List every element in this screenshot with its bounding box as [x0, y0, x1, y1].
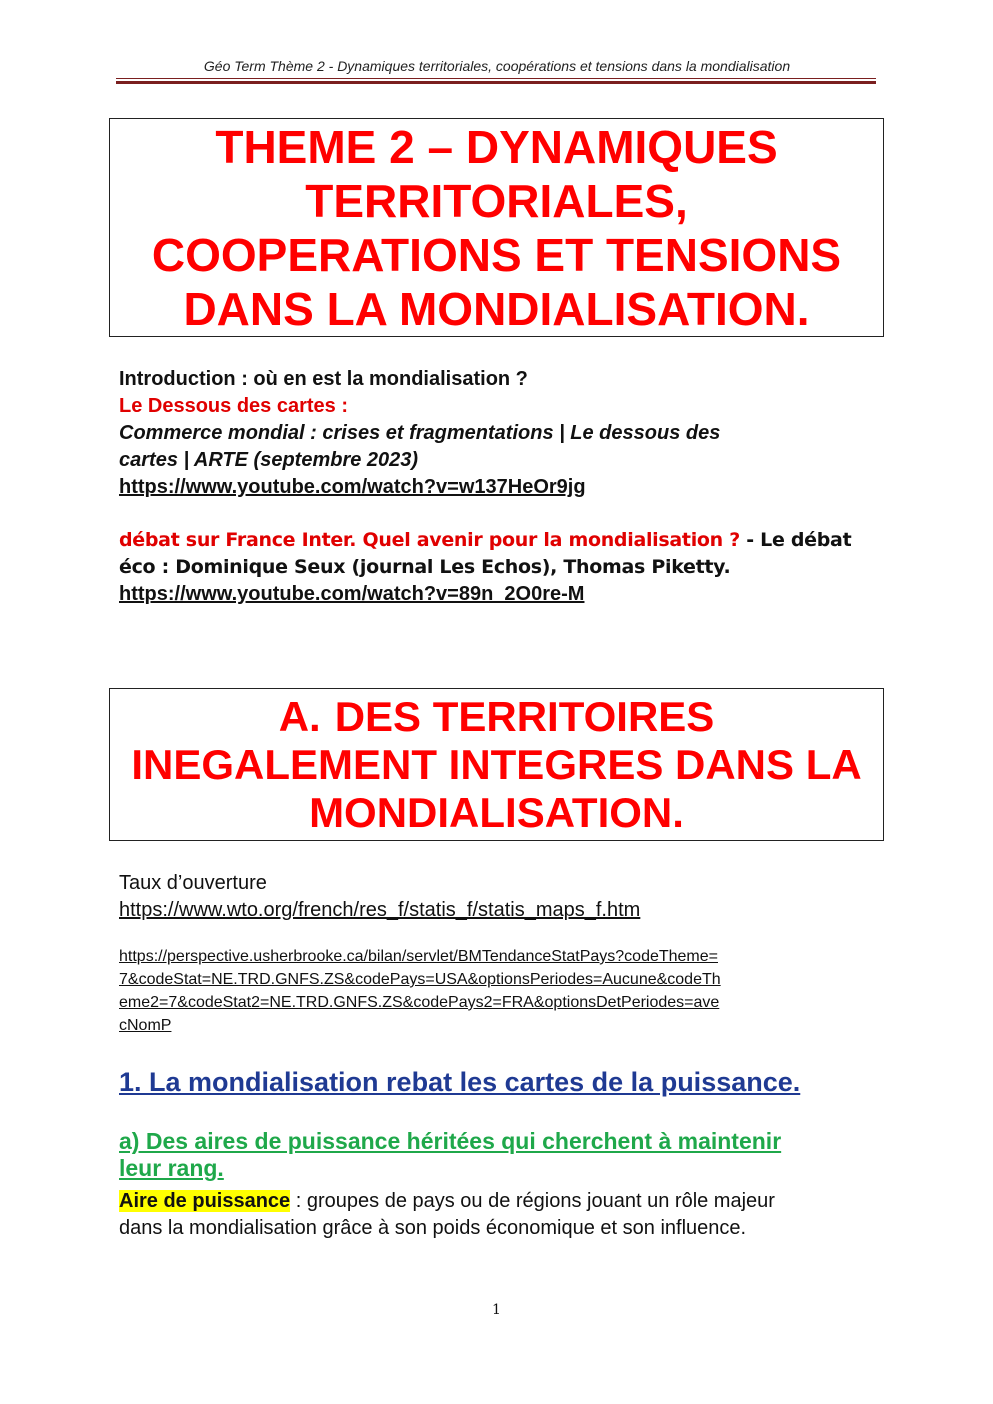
definition-text-2: dans la mondialisation grâce à son poids économique et son influence. — [119, 1217, 747, 1239]
definition-term: Aire de puissance — [119, 1190, 291, 1212]
intro-source: Le Dessous des cartes : — [119, 395, 348, 417]
page-number: 1 — [492, 1302, 501, 1318]
section-a-letter: A. — [278, 692, 321, 740]
intro-heading: Introduction : où en est la mondialisation ? — [119, 368, 528, 390]
debat-black-text-1: - Le débat — [739, 529, 852, 551]
heading-2 — [119, 1128, 879, 1182]
theme-title-box — [109, 118, 884, 337]
usherbrooke-link-line: cNomP — [119, 1017, 172, 1034]
section-a-title-box — [109, 688, 884, 841]
debat-black-text-2: éco : Dominique Seux (journal Les Echos), Thomas Piketty. — [119, 556, 731, 578]
running-header: Géo Term Thème 2 - Dynamiques territoriales, coopérations et tensions dans la mondialisation — [203, 58, 791, 74]
theme-title-line: COOPERATIONS ET TENSIONS — [151, 228, 842, 281]
theme-title-line: DANS LA MONDIALISATION. — [183, 282, 810, 335]
theme-title-line: TERRITORIALES, — [305, 174, 688, 227]
section-a-title-line: MONDIALISATION. — [309, 788, 684, 836]
usherbrooke-link-line: https://perspective.usherbrooke.ca/bilan/servlet/BMTendanceStatPays?codeTheme= — [119, 948, 718, 965]
definition-text-1: : groupes de pays ou de régions jouant un rôle majeur — [290, 1190, 775, 1212]
theme-title-line: THEME 2 – DYNAMIQUES — [215, 120, 778, 173]
section-a-title-line — [131, 693, 861, 741]
usherbrooke-link-line: eme2=7&codeStat2=NE.TRD.GNFS.ZS&codePays2=FRA&optionsDetPeriodes=ave — [119, 994, 720, 1011]
debat-red-text: débat sur France Inter. Quel avenir pour la mondialisation ? — [119, 529, 740, 551]
heading-2-line1: a) Des aires de puissance héritées qui cherchent à maintenir — [119, 1128, 782, 1154]
debat-line1 — [119, 527, 879, 554]
debat-video-link[interactable]: https://www.youtube.com/watch?v=89n_2O0re-M — [119, 583, 585, 605]
wto-link[interactable]: https://www.wto.org/french/res_f/statis_f/statis_maps_f.htm — [119, 899, 641, 921]
intro-video-title-line2: cartes | ARTE (septembre 2023) — [119, 449, 419, 471]
heading-1: 1. La mondialisation rebat les cartes de la puissance. — [119, 1067, 801, 1097]
usherbrooke-link-line: 7&codeStat=NE.TRD.GNFS.ZS&codePays=USA&optionsPeriodes=Aucune&codeTh — [119, 971, 721, 988]
intro-video-title-line1: Commerce mondial : crises et fragmentations | Le dessous des — [119, 422, 721, 444]
section-a-title — [131, 693, 861, 837]
usherbrooke-link[interactable] — [119, 945, 874, 1037]
heading-2-line2: leur rang. — [119, 1155, 224, 1181]
header-rule-thick — [116, 81, 876, 84]
taux-label: Taux d’ouverture — [119, 872, 267, 894]
header-rule-thin — [116, 78, 876, 79]
introduction-block — [119, 366, 879, 501]
intro-video-link[interactable]: https://www.youtube.com/watch?v=w137HeOr9jg — [119, 476, 586, 498]
section-a-title-line: INEGALEMENT INTEGRES DANS LA — [131, 740, 862, 788]
section-a-title-text: DES TERRITOIRES — [334, 692, 715, 740]
debat-block — [119, 527, 879, 608]
taux-block — [119, 870, 879, 924]
definition-block — [119, 1188, 879, 1242]
definition-line1 — [119, 1188, 879, 1215]
theme-title — [152, 120, 841, 336]
